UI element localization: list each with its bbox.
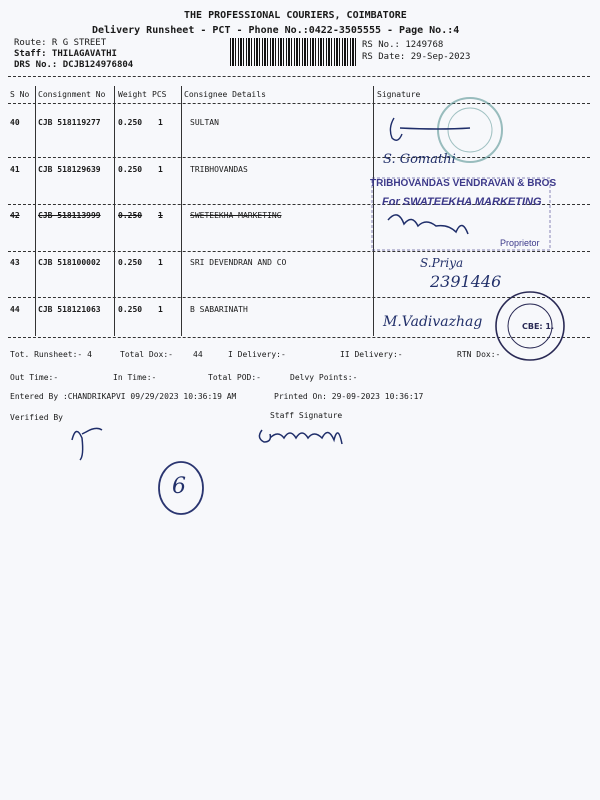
col-header-consignment: Consignment No (38, 90, 106, 99)
row-sno: 41 (10, 165, 20, 174)
staff-signature (259, 430, 342, 444)
rs-date: RS Date: 29-Sep-2023 (362, 52, 471, 62)
signature-40 (390, 118, 470, 140)
stamp-box (372, 178, 550, 250)
col-header-consignee: Consignee Details (184, 90, 266, 99)
verified-by-label: Verified By (10, 413, 63, 422)
association-stamp-center: CBE: 1. (522, 322, 555, 331)
signature-42 (388, 215, 468, 234)
printed-on: Printed On: 29-09-2023 10:36:17 (274, 392, 424, 401)
entered-by: Entered By :CHANDRIKAPVI 09/29/2023 10:36:19 AM (10, 392, 237, 401)
row-weight: 0.250 (118, 118, 143, 127)
i-delivery-label: I Delivery:- (228, 350, 286, 359)
signature-43-number: 2391446 (430, 272, 502, 291)
row-consignee: B SABARINATH (190, 305, 248, 314)
total-runsheet: Tot. Runsheet:- 4 (10, 350, 92, 359)
row-weight: 0.250 (118, 165, 143, 174)
stamp-seal (448, 108, 492, 152)
total-dox-label: Total Dox:- (120, 350, 173, 359)
stamp-company-text: TRIBHOVANDAS VENDRAVAN & BROS (370, 178, 557, 189)
row-sno: 42 (10, 211, 20, 220)
total-pod-label: Total POD:- (208, 373, 261, 382)
delvy-points-label: Delvy Points:- (290, 373, 358, 382)
runsheet-subtitle: Delivery Runsheet - PCT - Phone No.:0422-3505555 - Page No.:4 (92, 25, 460, 36)
drs-number: DRS No.: DCJB124976804 (14, 60, 134, 70)
circled-number-text: 6 (172, 474, 186, 499)
rtn-dox-label: RTN Dox:- (457, 350, 501, 359)
row-consignee: SULTAN (190, 118, 219, 127)
company-title: THE PROFESSIONAL COURIERS, COIMBATORE (184, 10, 407, 21)
row-sno: 44 (10, 305, 20, 314)
row-weight: 0.250 (118, 305, 143, 314)
in-time-label: In Time:- (113, 373, 157, 382)
row-consignment: CJB 518129639 (38, 165, 101, 174)
staff-label: Staff: THILAGAVATHI (14, 49, 117, 59)
row-pcs: 1 (158, 165, 163, 174)
out-time-label: Out Time:- (10, 373, 59, 382)
row-consignee: SRI DEVENDRAN AND CO (190, 258, 287, 267)
row-pcs: 1 (158, 118, 163, 127)
row-pcs: 1 (158, 305, 163, 314)
row-consignment: CJB 518113999 (38, 211, 101, 220)
col-header-sno: S No (10, 90, 30, 99)
col-header-pcs: PCS (152, 90, 167, 99)
row-sno: 40 (10, 118, 20, 127)
route-label: Route: R G STREET (14, 38, 107, 48)
rs-number: RS No.: 1249768 (362, 40, 444, 50)
col-header-signature: Signature (377, 90, 421, 99)
row-consignee: TRIBHOVANDAS (190, 165, 248, 174)
row-pcs: 1 (158, 211, 163, 220)
staff-signature-label: Staff Signature (270, 411, 343, 420)
row-consignee: SWETEEKHA MARKETING (190, 211, 282, 220)
row-consignment: CJB 518119277 (38, 118, 101, 127)
ii-delivery-label: II Delivery:- (340, 350, 403, 359)
row-weight: 0.250 (118, 211, 143, 220)
signature-41: S. Gomathi (383, 152, 456, 167)
stamp-proprietor: Proprietor (500, 238, 540, 248)
row-pcs: 1 (158, 258, 163, 267)
row-weight: 0.250 (118, 258, 143, 267)
col-header-weight: Weight (118, 90, 147, 99)
verified-signature (72, 428, 102, 460)
row-consignment: CJB 518100002 (38, 258, 101, 267)
row-consignment: CJB 518121063 (38, 305, 101, 314)
row-sno: 43 (10, 258, 20, 267)
total-dox-value: 44 (193, 350, 203, 359)
signature-43-name: S.Priya (420, 256, 464, 270)
signature-44: M.Vadivazhag (383, 314, 483, 330)
stamp-for-text: For SWATEEKHA MARKETING (382, 196, 542, 208)
